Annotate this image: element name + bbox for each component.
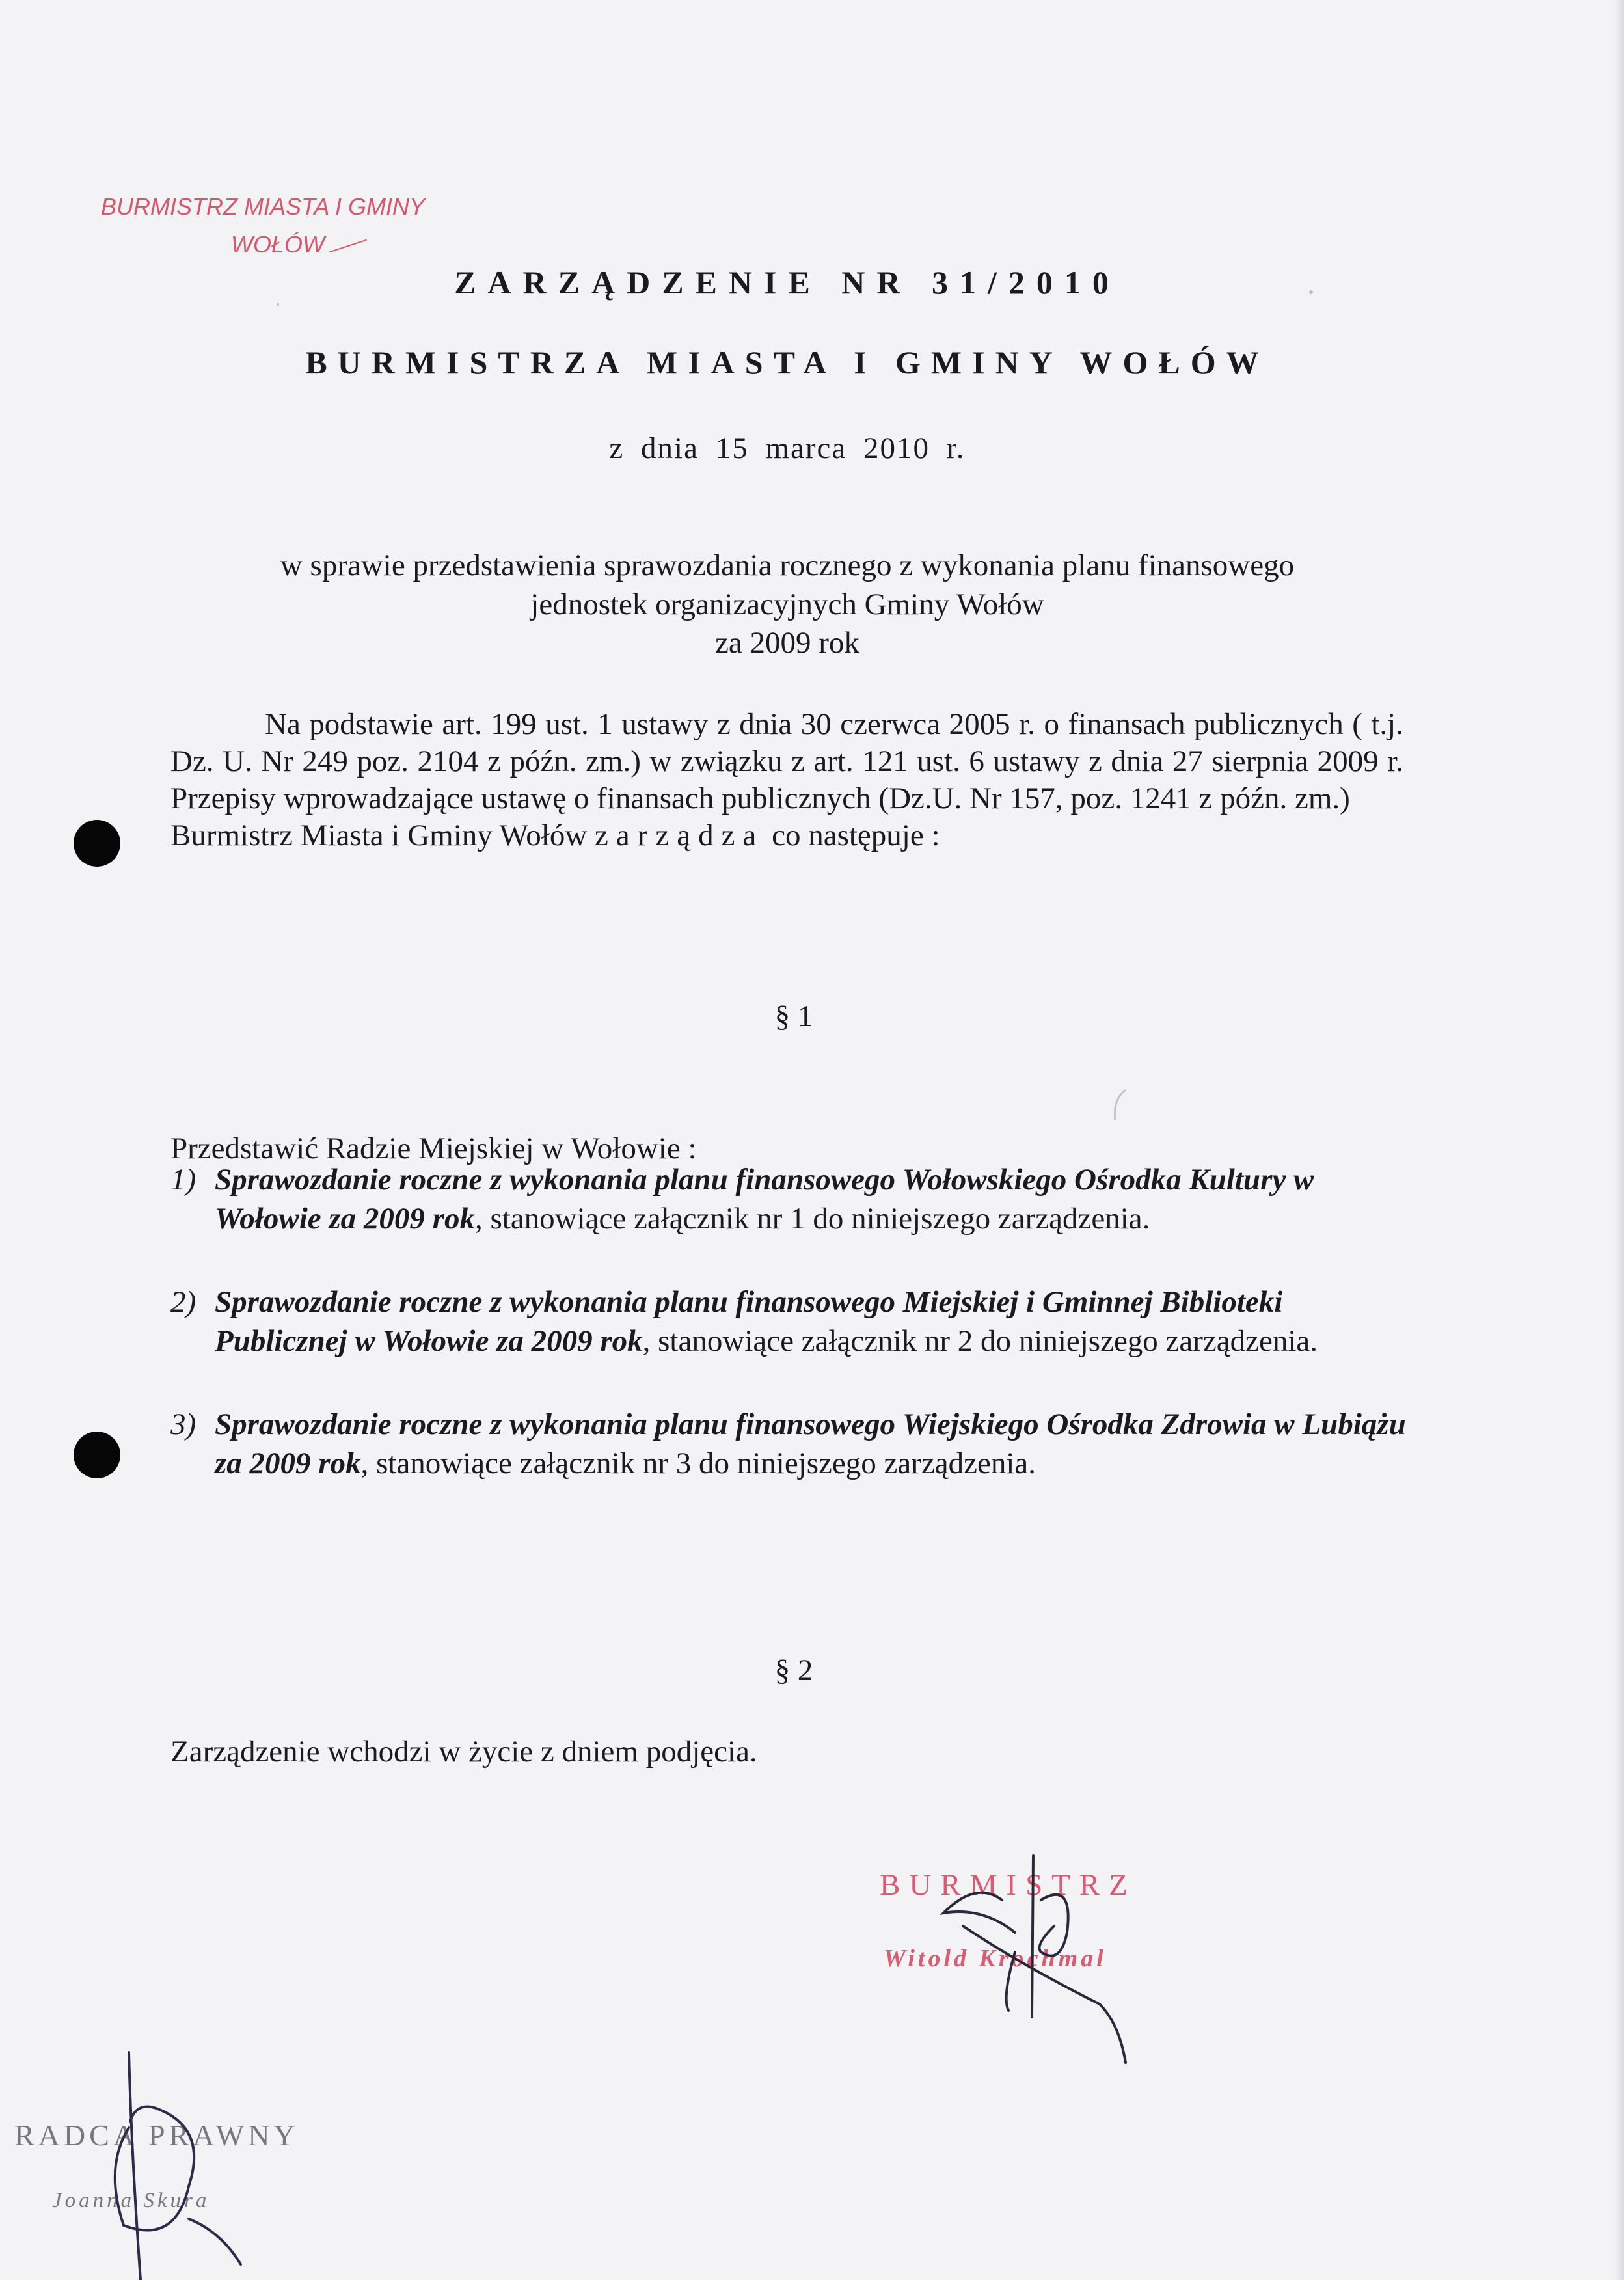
item-title: Sprawozdanie roczne z wykonania planu finansowego Wołowskiego Ośrodka Kultury w Wołowie za 2009 rok xyxy=(215,1163,1314,1236)
item-rest: , stanowiące załącznik nr 2 do niniejszego zarządzenia. xyxy=(642,1324,1318,1358)
report-list xyxy=(170,1160,1407,1527)
header-stamp-line2: WOŁÓW xyxy=(231,231,325,258)
document-title: ZARZĄDZENIE NR 31/2010 xyxy=(454,264,1120,301)
subject-line2: jednostek organizacyjnych Gminy Wołów xyxy=(530,587,1044,621)
section-1-mark: § 1 xyxy=(774,999,813,1033)
item-number: 2) xyxy=(170,1285,196,1319)
subject-line1: w sprawie przedstawienia sprawozdania rocznego z wykonania planu finansowego xyxy=(280,549,1295,582)
paper-speck xyxy=(277,303,279,306)
item-title: Sprawozdanie roczne z wykonania planu finansowego Wiejskiego Ośrodka Zdrowia w Lubiążu za 2009 rok xyxy=(215,1407,1406,1480)
mayor-stamp-role: BURMISTRZ xyxy=(880,1868,1137,1902)
decision-suffix: co następuje : xyxy=(772,819,940,852)
item-title: Sprawozdanie roczne z wykonania planu finansowego Miejskiej i Gminnej Biblioteki Publicznej w Wołowie za 2009 rok xyxy=(215,1285,1283,1358)
subject-block xyxy=(0,547,1575,663)
pencil-mark xyxy=(1106,1087,1132,1126)
section-1-intro: Przedstawić Radzie Miejskiej w Wołowie : xyxy=(170,1132,697,1165)
legal-basis xyxy=(170,706,1403,854)
item-number: 3) xyxy=(170,1407,196,1441)
list-item xyxy=(170,1405,1407,1483)
counsel-stamp-role: RADCA PRAWNY xyxy=(14,2119,299,2152)
punch-hole-bottom xyxy=(74,1432,120,1478)
counsel-handwritten-signature xyxy=(78,2050,286,2280)
stamp-dash xyxy=(329,239,367,252)
subject-line3: za 2009 rok xyxy=(715,626,859,660)
decision-prefix: Burmistrz Miasta i Gminy Wołów xyxy=(170,819,588,852)
document-date: z dnia 15 marca 2010 r. xyxy=(609,431,966,465)
item-rest: , stanowiące załącznik nr 1 do niniejszego zarządzenia. xyxy=(474,1202,1150,1236)
paper-speck xyxy=(1309,290,1313,294)
page-edge-shadow xyxy=(1615,0,1624,2280)
item-number: 1) xyxy=(170,1163,196,1197)
header-stamp-line1: BURMISTRZ MIASTA I GMINY xyxy=(101,193,426,220)
section-2-text: Zarządzenie wchodzi w życie z dniem podjęcia. xyxy=(170,1735,757,1769)
legal-basis-text: Na podstawie art. 199 ust. 1 ustawy z dnia 30 czerwca 2005 r. o finansach publicznych ( t.j. Dz. U. Nr 249 poz. 2104 z późn. zm.) w związku z art. 121 ust. 6 ustawy z dnia 27 sierpnia 2009 r. Przepisy wprowadzające ustawę o finansach publicznych (Dz.U. Nr 157, poz. 1241 z późn. zm.) xyxy=(170,707,1403,815)
document-issuer: BURMISTRZA MIASTA I GMINY WOŁÓW xyxy=(305,344,1269,381)
item-rest: , stanowiące załącznik nr 3 do niniejszego zarządzenia. xyxy=(360,1446,1036,1480)
counsel-stamp-name: Joanna Skura xyxy=(52,2189,210,2212)
decision-line xyxy=(170,817,1403,854)
mayor-handwritten-signature xyxy=(904,1854,1152,2069)
list-item xyxy=(170,1160,1407,1238)
section-2-mark: § 2 xyxy=(774,1653,813,1687)
mayor-stamp-name: Witold Krochmal xyxy=(884,1945,1107,1972)
list-item xyxy=(170,1282,1407,1361)
punch-hole-top xyxy=(74,820,120,867)
decision-verb: zarządza xyxy=(595,819,765,852)
header-stamp xyxy=(101,195,425,256)
